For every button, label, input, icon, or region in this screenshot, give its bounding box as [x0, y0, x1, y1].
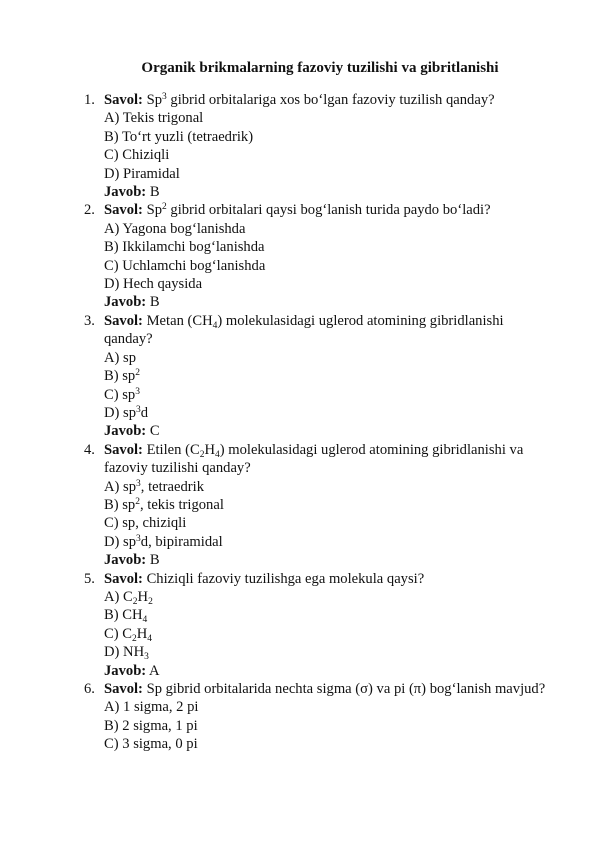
javob-label: Javob: [104, 184, 147, 201]
subscript: 4 [212, 320, 218, 331]
savol-label: Savol: [104, 441, 143, 458]
savol-label: Savol: [104, 312, 143, 329]
question-text-part: H [204, 441, 215, 458]
answer-line [104, 551, 554, 569]
superscript: 2 [135, 368, 140, 379]
option-text: B) sp [104, 368, 136, 385]
option-text: D) sp [104, 404, 137, 421]
subscript: 4 [142, 615, 148, 626]
subscript: 4 [147, 633, 153, 644]
superscript: 3 [162, 92, 167, 102]
option-text: , tekis trigonal [139, 496, 224, 513]
superscript: 3 [136, 478, 141, 489]
savol-label: Savol: [104, 570, 143, 587]
option-text: d, bipiramidal [140, 533, 223, 550]
option-text: H [137, 588, 149, 605]
option-text: A) sp [104, 478, 137, 495]
question-text [104, 680, 554, 698]
savol-label: Savol: [104, 202, 143, 219]
javob-label: Javob: [104, 662, 147, 679]
option-text: C) sp [104, 386, 136, 403]
document-title: Organik brikmalarning fazoviy tuzilishi va gibritlanishi [141, 60, 499, 76]
question-text-part: Sp gibrid orbitalarida nechta sigma (σ) va pi (π) bog‘lanish mavjud? [146, 681, 546, 697]
answer-value: C [146, 423, 160, 440]
option-a: A) sp [104, 349, 137, 366]
answer-value: B [146, 552, 160, 569]
savol-label: Savol: [104, 681, 143, 697]
answer-line [104, 293, 554, 311]
option-text: B) sp [104, 496, 136, 513]
question-number: 4. [84, 441, 95, 458]
option-b: B) Ikkilamchi bog‘lanishda [104, 239, 265, 256]
answer-line [104, 183, 554, 201]
question-text-part: Chiziqli fazoviy tuzilishga ega molekula qaysi? [146, 570, 425, 587]
option-a: A) Tekis trigonal [104, 110, 204, 127]
question-text-part: ) molekulasidagi uglerod atomining gibridlanishi qanday? [104, 312, 504, 348]
option-text: B) CH [104, 607, 143, 624]
answer-value: A [146, 662, 160, 679]
question-text [104, 91, 554, 109]
question-number: 5. [84, 570, 95, 587]
superscript: 3 [135, 386, 140, 397]
question-text-part: gibrid orbitalari qaysi bog‘lanish turida paydo bo‘ladi? [166, 202, 491, 219]
question-text-part: Etilen (C [146, 441, 200, 458]
option-text: D) NH [104, 644, 145, 661]
subscript: 2 [132, 596, 138, 607]
question-item [84, 91, 554, 201]
question-number: 1. [84, 92, 95, 108]
option-d [104, 643, 554, 661]
savol-label: Savol: [104, 92, 143, 108]
option-b [104, 367, 554, 385]
javob-label: Javob: [104, 423, 147, 440]
answer-line [104, 422, 554, 440]
answer-value: B [146, 184, 160, 201]
answer-value: B [146, 294, 160, 311]
question-item [84, 201, 554, 311]
question-text-part: Sp [146, 202, 162, 219]
option-text: A) C [104, 588, 133, 605]
question-item [84, 441, 554, 570]
javob-label: Javob: [104, 552, 147, 569]
subscript: 4 [214, 449, 220, 460]
superscript: 2 [162, 202, 167, 213]
question-text [104, 201, 554, 219]
subscript: 2 [148, 596, 153, 607]
option-a: A) Yagona bog‘lanishda [104, 220, 246, 237]
option-d [104, 404, 554, 422]
question-number: 3. [84, 312, 95, 329]
option-c: C) Uchlamchi bog‘lanishda [104, 257, 266, 274]
option-c [104, 386, 554, 404]
option-b: B) To‘rt yuzli (tetraedrik) [104, 128, 254, 145]
question-item [84, 680, 554, 754]
superscript: 2 [135, 496, 140, 507]
option-c: C) 3 sigma, 0 pi [104, 736, 198, 753]
question-text-part: ) molekulasidagi uglerod atomining gibridlanishi va fazoviy tuzilishi qanday? [104, 441, 524, 477]
question-text-part: Metan (CH [146, 312, 213, 329]
option-d: D) Piramidal [104, 165, 180, 182]
option-b: B) 2 sigma, 1 pi [104, 717, 198, 734]
option-a [104, 588, 554, 606]
question-number: 6. [84, 681, 95, 697]
subscript: 2 [131, 633, 137, 644]
option-text: d [140, 404, 149, 421]
question-text [104, 312, 554, 349]
option-c [104, 625, 554, 643]
option-a [104, 478, 554, 496]
option-text: , tetraedrik [140, 478, 204, 495]
option-b [104, 606, 554, 624]
option-d [104, 533, 554, 551]
question-text [104, 441, 554, 478]
question-item [84, 312, 554, 441]
option-d: D) Hech qaysida [104, 276, 203, 293]
javob-label: Javob: [104, 294, 147, 311]
question-text [104, 570, 554, 588]
option-a: A) 1 sigma, 2 pi [104, 699, 199, 716]
question-text-part: gibrid orbitalariga xos bo‘lgan fazoviy tuzilish qanday? [166, 92, 495, 108]
answer-line [104, 662, 554, 680]
question-list [84, 91, 554, 754]
option-text: C) C [104, 625, 132, 642]
question-item [84, 570, 554, 680]
option-text: D) sp [104, 533, 137, 550]
option-c: C) Chiziqli [104, 147, 170, 164]
option-b [104, 496, 554, 514]
superscript: 3 [136, 533, 141, 544]
subscript: 3 [144, 652, 149, 663]
question-text-part: Sp [146, 92, 162, 108]
superscript: 3 [136, 404, 141, 415]
option-c: C) sp, chiziqli [104, 515, 187, 532]
subscript: 2 [199, 449, 205, 460]
option-text: H [136, 625, 148, 642]
question-number: 2. [84, 202, 95, 219]
